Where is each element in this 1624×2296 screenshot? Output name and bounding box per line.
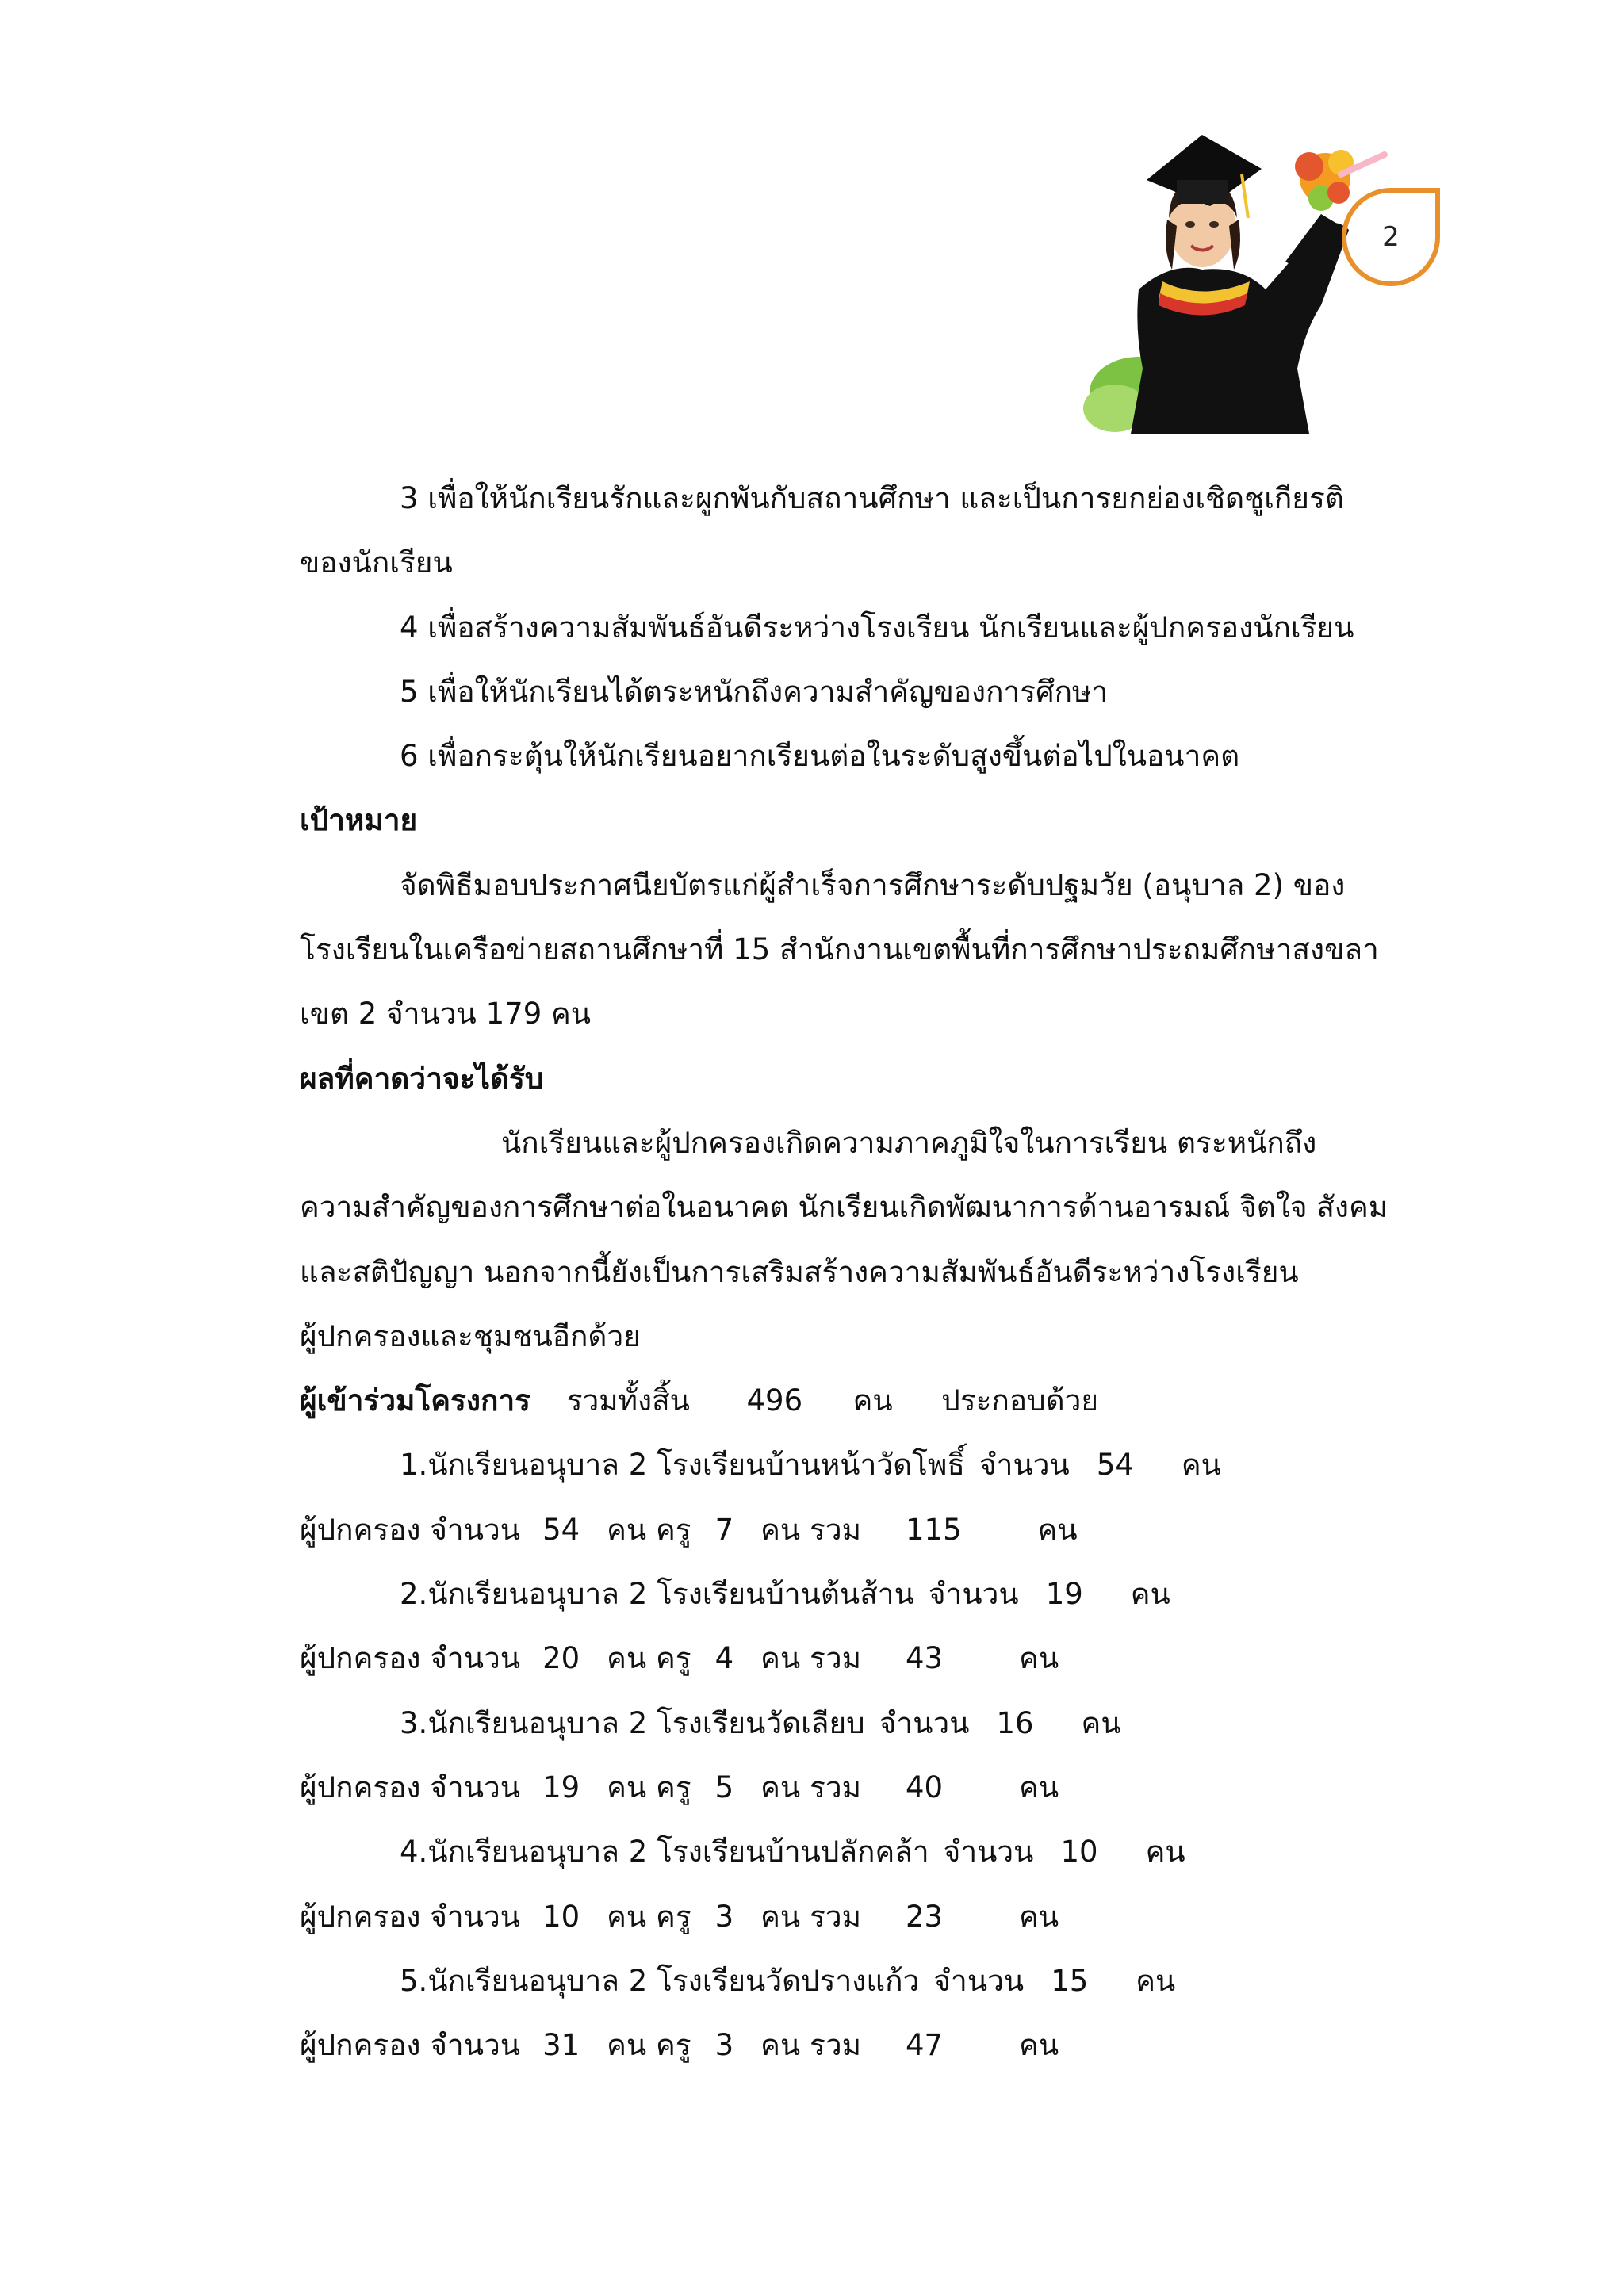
student-count: 16: [996, 1705, 1034, 1740]
target-line: โรงเรียนในเครือข่ายสถานศึกษาที่ 15 สำนักงานเขตพื้นที่การศึกษาประถมศึกษาสงขลา: [300, 932, 1379, 967]
student-prefix: นักเรียนอนุบาล 2 โรงเรียน: [427, 1835, 766, 1869]
student-prefix: นักเรียนอนุบาล 2 โรงเรียน: [427, 1963, 766, 1998]
teacher-count: 4: [714, 1641, 734, 1676]
student-count: 54: [1096, 1448, 1134, 1483]
student-count-label: จำนวน: [943, 1835, 1034, 1869]
school-name: บ้านหน้าวัดโพธิ์: [765, 1448, 965, 1483]
school-number: 4.: [400, 1835, 428, 1869]
school-total-unit: คน: [1037, 1512, 1078, 1547]
target-heading: เป้าหมาย: [300, 803, 418, 838]
school-total-unit: คน: [1019, 1770, 1059, 1804]
page-number: [1342, 188, 1440, 286]
teacher-count: 3: [714, 2028, 734, 2063]
school-total: 115: [906, 1512, 962, 1547]
parent-count-label: ผู้ปกครอง จำนวน: [300, 2028, 521, 2063]
student-count: 10: [1060, 1835, 1098, 1869]
school-name: บ้านปลักคล้า: [765, 1835, 929, 1869]
parent-count: 20: [542, 1641, 580, 1676]
school-detail-line: [300, 2013, 1426, 2077]
document-body: [300, 466, 1426, 2077]
school-student-line: [300, 1949, 1426, 2013]
school-number: 3.: [400, 1705, 428, 1740]
student-unit: คน: [1145, 1835, 1185, 1869]
objective-line: 5 เพื่อให้นักเรียนได้ตระหนักถึงความสำคัญของการศึกษา: [400, 674, 1109, 709]
school-total: 43: [906, 1641, 944, 1676]
school-total-unit: คน: [1019, 1899, 1059, 1934]
school-student-line: [300, 1691, 1426, 1755]
participants-total-label: รวมทั้งสิ้น: [566, 1383, 690, 1418]
teacher-label: คน ครู: [607, 1641, 691, 1676]
school-detail-line: [300, 1885, 1426, 1949]
school-sum-label: คน รวม: [760, 1770, 861, 1804]
school-name: วัดปรางแก้ว: [765, 1963, 920, 1998]
parent-count: 54: [542, 1512, 580, 1547]
school-sum-label: คน รวม: [760, 2028, 861, 2063]
school-number: 2.: [400, 1577, 428, 1612]
school-student-line: [300, 1562, 1426, 1626]
school-total: 47: [906, 2028, 944, 2063]
participants-unit: คน: [852, 1383, 893, 1418]
school-total: 23: [906, 1899, 944, 1934]
outcome-heading: ผลที่คาดว่าจะได้รับ: [300, 1061, 544, 1096]
student-unit: คน: [1136, 1963, 1176, 1998]
student-prefix: นักเรียนอนุบาล 2 โรงเรียน: [427, 1705, 766, 1740]
school-detail-line: [300, 1626, 1426, 1690]
parent-count-label: ผู้ปกครอง จำนวน: [300, 1512, 521, 1547]
target-line: เขต 2 จำนวน 179 คน: [300, 997, 592, 1031]
school-list: [300, 1433, 1426, 2077]
target-line: จัดพิธีมอบประกาศนียบัตรแก่ผู้สำเร็จการศึกษาระดับปฐมวัย (อนุบาล 2) ของ: [400, 867, 1346, 902]
student-count-label: จำนวน: [933, 1963, 1025, 1998]
student-unit: คน: [1130, 1577, 1170, 1612]
school-detail-line: [300, 1755, 1426, 1820]
parent-count: 10: [542, 1899, 580, 1934]
teacher-count: 3: [714, 1899, 734, 1934]
outcome-line: นักเรียนและผู้ปกครองเกิดความภาคภูมิใจในการเรียน ตระหนักถึง: [501, 1125, 1317, 1160]
school-student-line: [300, 1820, 1426, 1884]
teacher-label: คน ครู: [607, 1899, 691, 1934]
student-count-label: จำนวน: [928, 1577, 1019, 1612]
outcome-line: ความสำคัญของการศึกษาต่อในอนาคต นักเรียนเกิดพัฒนาการด้านอารมณ์ จิตใจ สังคม: [300, 1190, 1388, 1225]
teacher-label: คน ครู: [607, 1512, 691, 1547]
participants-total: 496: [746, 1383, 803, 1418]
objective-line: ของนักเรียน: [300, 545, 453, 580]
participants-consists-of: ประกอบด้วย: [941, 1383, 1099, 1418]
student-prefix: นักเรียนอนุบาล 2 โรงเรียน: [427, 1448, 766, 1483]
parent-count: 31: [542, 2028, 580, 2063]
school-sum-label: คน รวม: [760, 1512, 861, 1547]
student-unit: คน: [1081, 1705, 1121, 1740]
school-total-unit: คน: [1019, 1641, 1059, 1676]
parent-count-label: ผู้ปกครอง จำนวน: [300, 1641, 521, 1676]
page-number-text: 2: [1382, 221, 1400, 253]
outcome-line: และสติปัญญา นอกจากนี้ยังเป็นการเสริมสร้างความสัมพันธ์อันดีระหว่างโรงเรียน: [300, 1254, 1299, 1289]
student-count: 19: [1045, 1577, 1083, 1612]
objective-line: 4 เพื่อสร้างความสัมพันธ์อันดีระหว่างโรงเรียน นักเรียนและผู้ปกครองนักเรียน: [400, 610, 1354, 645]
school-number: 5.: [400, 1963, 428, 1998]
outcome-line: ผู้ปกครองและชุมชนอีกด้วย: [300, 1318, 641, 1353]
objective-line: 3 เพื่อให้นักเรียนรักและผูกพันกับสถานศึกษา และเป็นการยกย่องเชิดชูเกียรติ: [400, 481, 1344, 515]
school-sum-label: คน รวม: [760, 1899, 861, 1934]
student-count: 15: [1051, 1963, 1089, 1998]
teacher-count: 5: [714, 1770, 734, 1804]
objective-line: 6 เพื่อกระตุ้นให้นักเรียนอยากเรียนต่อในระดับสูงขึ้นต่อไปในอนาคต: [400, 739, 1240, 774]
teacher-label: คน ครู: [607, 1770, 691, 1804]
school-total: 40: [906, 1770, 944, 1804]
graduate-illustration: [1083, 131, 1389, 434]
student-count-label: จำนวน: [979, 1448, 1070, 1483]
student-prefix: นักเรียนอนุบาล 2 โรงเรียน: [427, 1577, 766, 1612]
parent-count-label: ผู้ปกครอง จำนวน: [300, 1899, 521, 1934]
teacher-count: 7: [714, 1512, 734, 1547]
participants-heading: ผู้เข้าร่วมโครงการ: [300, 1383, 531, 1418]
parent-count-label: ผู้ปกครอง จำนวน: [300, 1770, 521, 1804]
school-number: 1.: [400, 1448, 428, 1483]
student-count-label: จำนวน: [879, 1705, 970, 1740]
school-detail-line: [300, 1498, 1426, 1562]
school-student-line: [300, 1433, 1426, 1497]
school-sum-label: คน รวม: [760, 1641, 861, 1676]
student-unit: คน: [1181, 1448, 1221, 1483]
parent-count: 19: [542, 1770, 580, 1804]
teacher-label: คน ครู: [607, 2028, 691, 2063]
participants-summary: [300, 1368, 1426, 1433]
school-name: บ้านต้นส้าน: [765, 1577, 914, 1612]
school-total-unit: คน: [1019, 2028, 1059, 2063]
school-name: วัดเลียบ: [765, 1705, 865, 1740]
